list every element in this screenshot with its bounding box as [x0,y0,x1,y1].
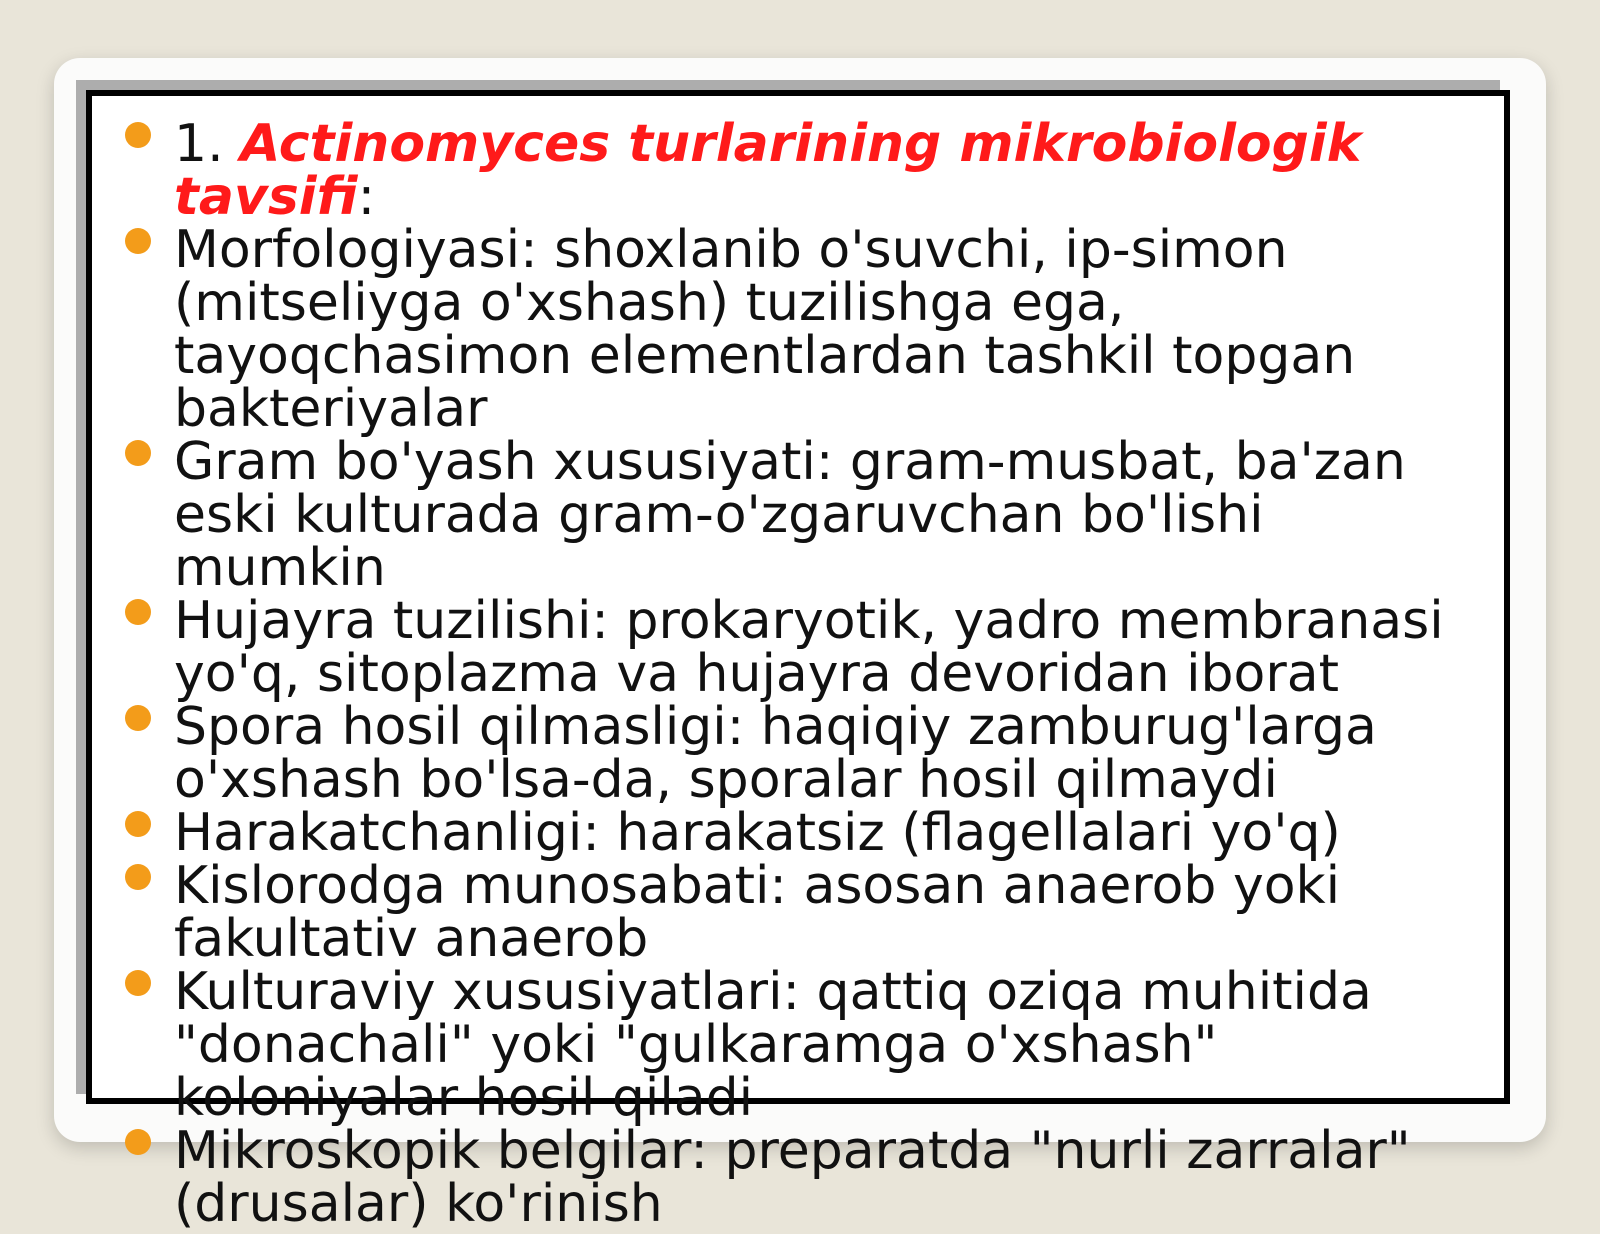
bullet-dot-icon [125,228,151,254]
bullet-text: Kulturaviy xususiyatlari: qattiq oziqa muhitida "donachali" yoki "gulkaramga o'xshash" koloniyalar hosil qiladi [174,962,1372,1128]
bullet-dot-icon [125,1129,151,1155]
bullet-microscopy [174,1121,1464,1234]
title-bullet [174,114,1464,227]
bullet-cell-structure [174,591,1464,704]
bullet-text: Harakatchanligi: harakatsiz (flagellalari yo'q) [174,803,1341,863]
bullet-dot-icon [125,122,151,148]
bullet-list [174,114,1464,1234]
bullet-culture [174,962,1464,1128]
bullet-text: Spora hosil qilmasligi: haqiqiy zamburug'larga o'xshash bo'lsa-da, sporalar hosil qilmaydi [174,697,1377,810]
bullet-dot-icon [125,440,151,466]
slide-content [174,114,1464,1234]
bullet-motility [174,803,1464,863]
bullet-dot-icon [125,970,151,996]
bullet-spores [174,697,1464,810]
bullet-dot-icon [125,864,151,890]
bullet-gram-stain [174,432,1464,598]
bullet-text: Hujayra tuzilishi: prokaryotik, yadro membranasi yo'q, sitoplazma va hujayra devoridan iborat [174,591,1444,704]
bullet-text: Morfologiyasi: shoxlanib o'suvchi, ip-simon (mitseliyga o'xshash) tuzilishga ega, tayoqchasimon elementlardan tashkil topgan bakteriyalar [174,220,1356,439]
title-suffix: : [357,167,376,227]
title-emphasis: Actinomyces turlarining mikrobiologik tavsifi [174,114,1362,227]
bullet-dot-icon [125,599,151,625]
bullet-text: Gram bo'yash xususiyati: gram-musbat, ba'zan eski kulturada gram-o'zgaruvchan bo'lishi mumkin [174,432,1406,598]
bullet-dot-icon [125,705,151,731]
slide-frame [86,90,1510,1234]
bullet-dot-icon [125,811,151,837]
bullet-oxygen [174,856,1464,969]
bullet-text: Mikroskopik belgilar: preparatda "nurli zarralar" (drusalar) ko'rinish [174,1121,1411,1234]
bullet-text: Kislorodga munosabati: asosan anaerob yoki fakultativ anaerob [174,856,1341,969]
title-number: 1. [174,114,241,174]
bullet-morphology [174,220,1464,439]
